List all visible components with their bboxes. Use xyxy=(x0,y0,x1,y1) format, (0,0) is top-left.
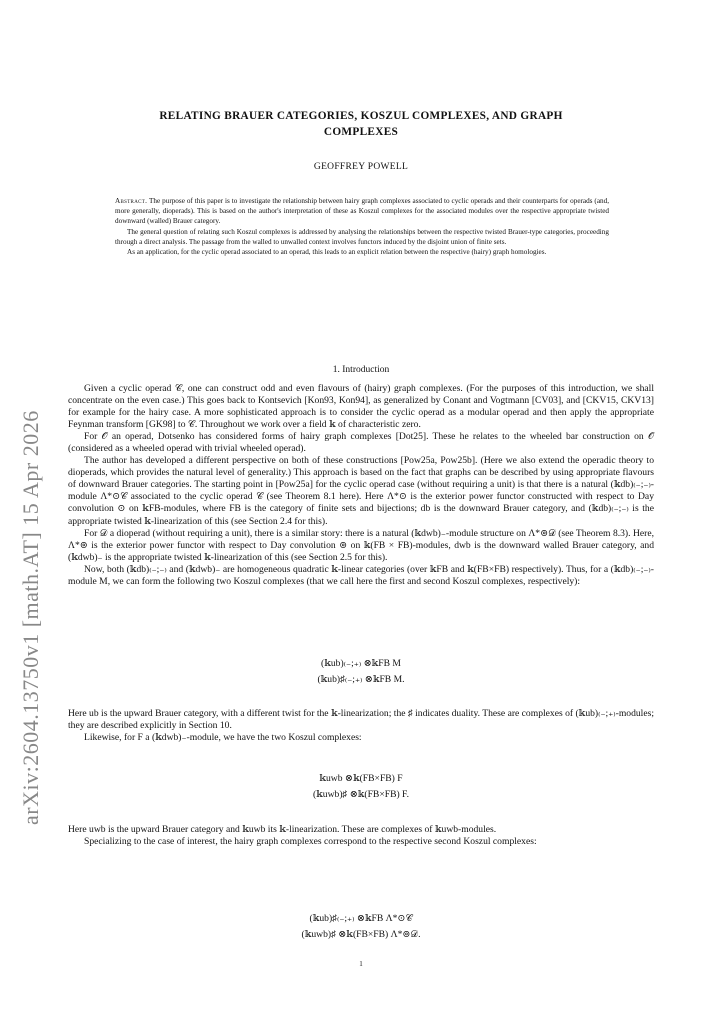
equation-5: (𝕜ub)♯₍₋;₊₎ ⊗𝕜FB Λ*⊙𝒞 xyxy=(309,913,413,924)
arxiv-identifier: arXiv:2604.13750v1 [math.AT] 15 Apr 2026 xyxy=(18,410,43,825)
introduction-body xyxy=(68,383,654,588)
introduction-body-3 xyxy=(68,824,654,848)
abstract-paragraph-2: The general question of relating such Koszul complexes is addressed by analysing the relationships between the respective twisted Brauer-type categories, proceeding through a direct analysis. The passage from the walled to unwalled context involves functors induced by the disjoint union of finite sets. xyxy=(115,227,609,246)
intro-paragraph-6b: Likewise, for F a (𝕜dwb)₋-module, we have the two Koszul complexes: xyxy=(84,732,362,744)
abstract-label: Abstract. xyxy=(115,197,148,205)
intro-paragraph-7b: Specializing to the case of interest, the hairy graph complexes correspond to the respective second Koszul complexes: xyxy=(84,836,537,848)
equation-3: 𝕜uwb ⊗𝕜(FB×FB) F xyxy=(319,773,403,784)
abstract-paragraph-1: The purpose of this paper is to investigate the relationship between hairy graph complexes associated to cyclic operads and their counterparts for operads (and, more generally, dioperads). This is based on the author's interpretation of these as Koszul complexes for the associated modules over the respective appropriate twisted downward (walled) Brauer category. xyxy=(115,197,609,226)
intro-paragraph-7a: Here uwb is the upward Brauer category and 𝕜uwb its 𝕜-linearization. These are complexes of 𝕜uwb-modules. xyxy=(68,824,497,835)
equation-1: (𝕜ub)₍₋;₊₎ ⊗𝕜FB M xyxy=(321,658,401,669)
display-equations-2 xyxy=(68,771,654,802)
display-equations-1 xyxy=(68,656,654,687)
page-number: 1 xyxy=(359,960,363,968)
equation-6: (𝕜uwb)♯ ⊗𝕜(FB×FB) Λ*⊚𝒟. xyxy=(301,928,421,940)
section-heading: 1. Introduction xyxy=(332,365,390,375)
title-line-2: COMPLEXES xyxy=(323,126,399,138)
equation-4: (𝕜uwb)♯ ⊗𝕜(FB×FB) F. xyxy=(312,788,410,800)
intro-paragraph-4: For 𝒟 a dioperad (without requiring a unit), there is a similar story: there is a natural (𝕜dwb)₋-module structure on Λ*⊚𝒟 (see Theorem 8.3). Here, Λ*⊚ is the exterior power functor with respect to Day convolution ⊚ on 𝕜(FB × FB)-modules, dwb is the downward walled Brauer category, and (𝕜dwb)₋ is the appropriate twisted 𝕜-linearization of this (see Section 2.5 for this). xyxy=(68,527,654,563)
intro-paragraph-3: The author has developed a different perspective on both of these constructions [Pow25a, Pow25b]. (Here we also extend the operadic theory to dioperads, which provides the natural level of generality.) This approach is based on the fact that graphs can be described by using appropriate flavours of downward Brauer categories. The starting point in [Pow25a] for the cyclic operad case (without requiring a unit) is that there is a natural (𝕜db)₍₋;₋₎-module Λ*⊙𝒞 associated to the cyclic operad 𝒞 (see Theorem 8.1 here). Here Λ*⊙ is the exterior power functor constructed with respect to Day convolution ⊙ on 𝕜FB-modules, where FB is the category of finite sets and bijections; db is the downward Brauer category, and (𝕜db)₍₋;₋₎ is the appropriate twisted 𝕜-linearization of this (see Section 2.4 for this). xyxy=(68,455,654,527)
abstract-paragraph-3: As an application, for the cyclic operad associated to an operad, this leads to an explicit relation between the respective (hairy) graph homologies. xyxy=(127,248,547,257)
equation-2: (𝕜ub)♯₍₋;₊₎ ⊗𝕜FB M. xyxy=(317,673,405,685)
abstract xyxy=(115,196,609,257)
author-name: GEOFFREY POWELL xyxy=(313,162,409,172)
title-line-1: RELATING BRAUER CATEGORIES, KOSZUL COMPLEXES, AND GRAPH xyxy=(159,110,563,122)
intro-paragraph-6a: Here ub is the upward Brauer category, with a different twist for the 𝕜-linearization; the ♯ indicates duality. These are complexes of (𝕜ub)₍₋;₊₎-modules; they are described explicitly in Section 10. xyxy=(68,708,654,732)
paper-title xyxy=(68,108,654,140)
display-equations-3 xyxy=(68,911,654,942)
intro-paragraph-2: For 𝒪 an operad, Dotsenko has considered forms of hairy graph complexes [Dot25]. These he relates to the wheeled bar construction on 𝒪 (considered as a wheeled operad with trivial wheeled operad). xyxy=(68,431,654,455)
intro-paragraph-5: Now, both (𝕜db)₍₋;₋₎ and (𝕜dwb)₋ are homogeneous quadratic 𝕜-linear categories (over 𝕜FB and 𝕜(FB×FB) respectively). Thus, for a (𝕜db)₍₋;₋₎-module M, we can form the following two Koszul complexes (that we call here the first and second Koszul complexes, respectively): xyxy=(68,563,654,587)
introduction-body-2 xyxy=(68,708,654,744)
intro-paragraph-1: Given a cyclic operad 𝒞, one can construct odd and even flavours of (hairy) graph complexes. (For the purposes of this introduction, we shall concentrate on the even case.) This goes back to Kontsevich [Kon93, Kon94], as generalized by Conant and Vogtmann [CV03], and [CKV15, CKV13] for example for the hairy case. A more sophisticated approach is to consider the cyclic operad as a modular operad and then apply the appropriate Feynman transform [GK98] to 𝒞. Throughout we work over a field 𝕜 of characteristic zero. xyxy=(68,383,654,431)
